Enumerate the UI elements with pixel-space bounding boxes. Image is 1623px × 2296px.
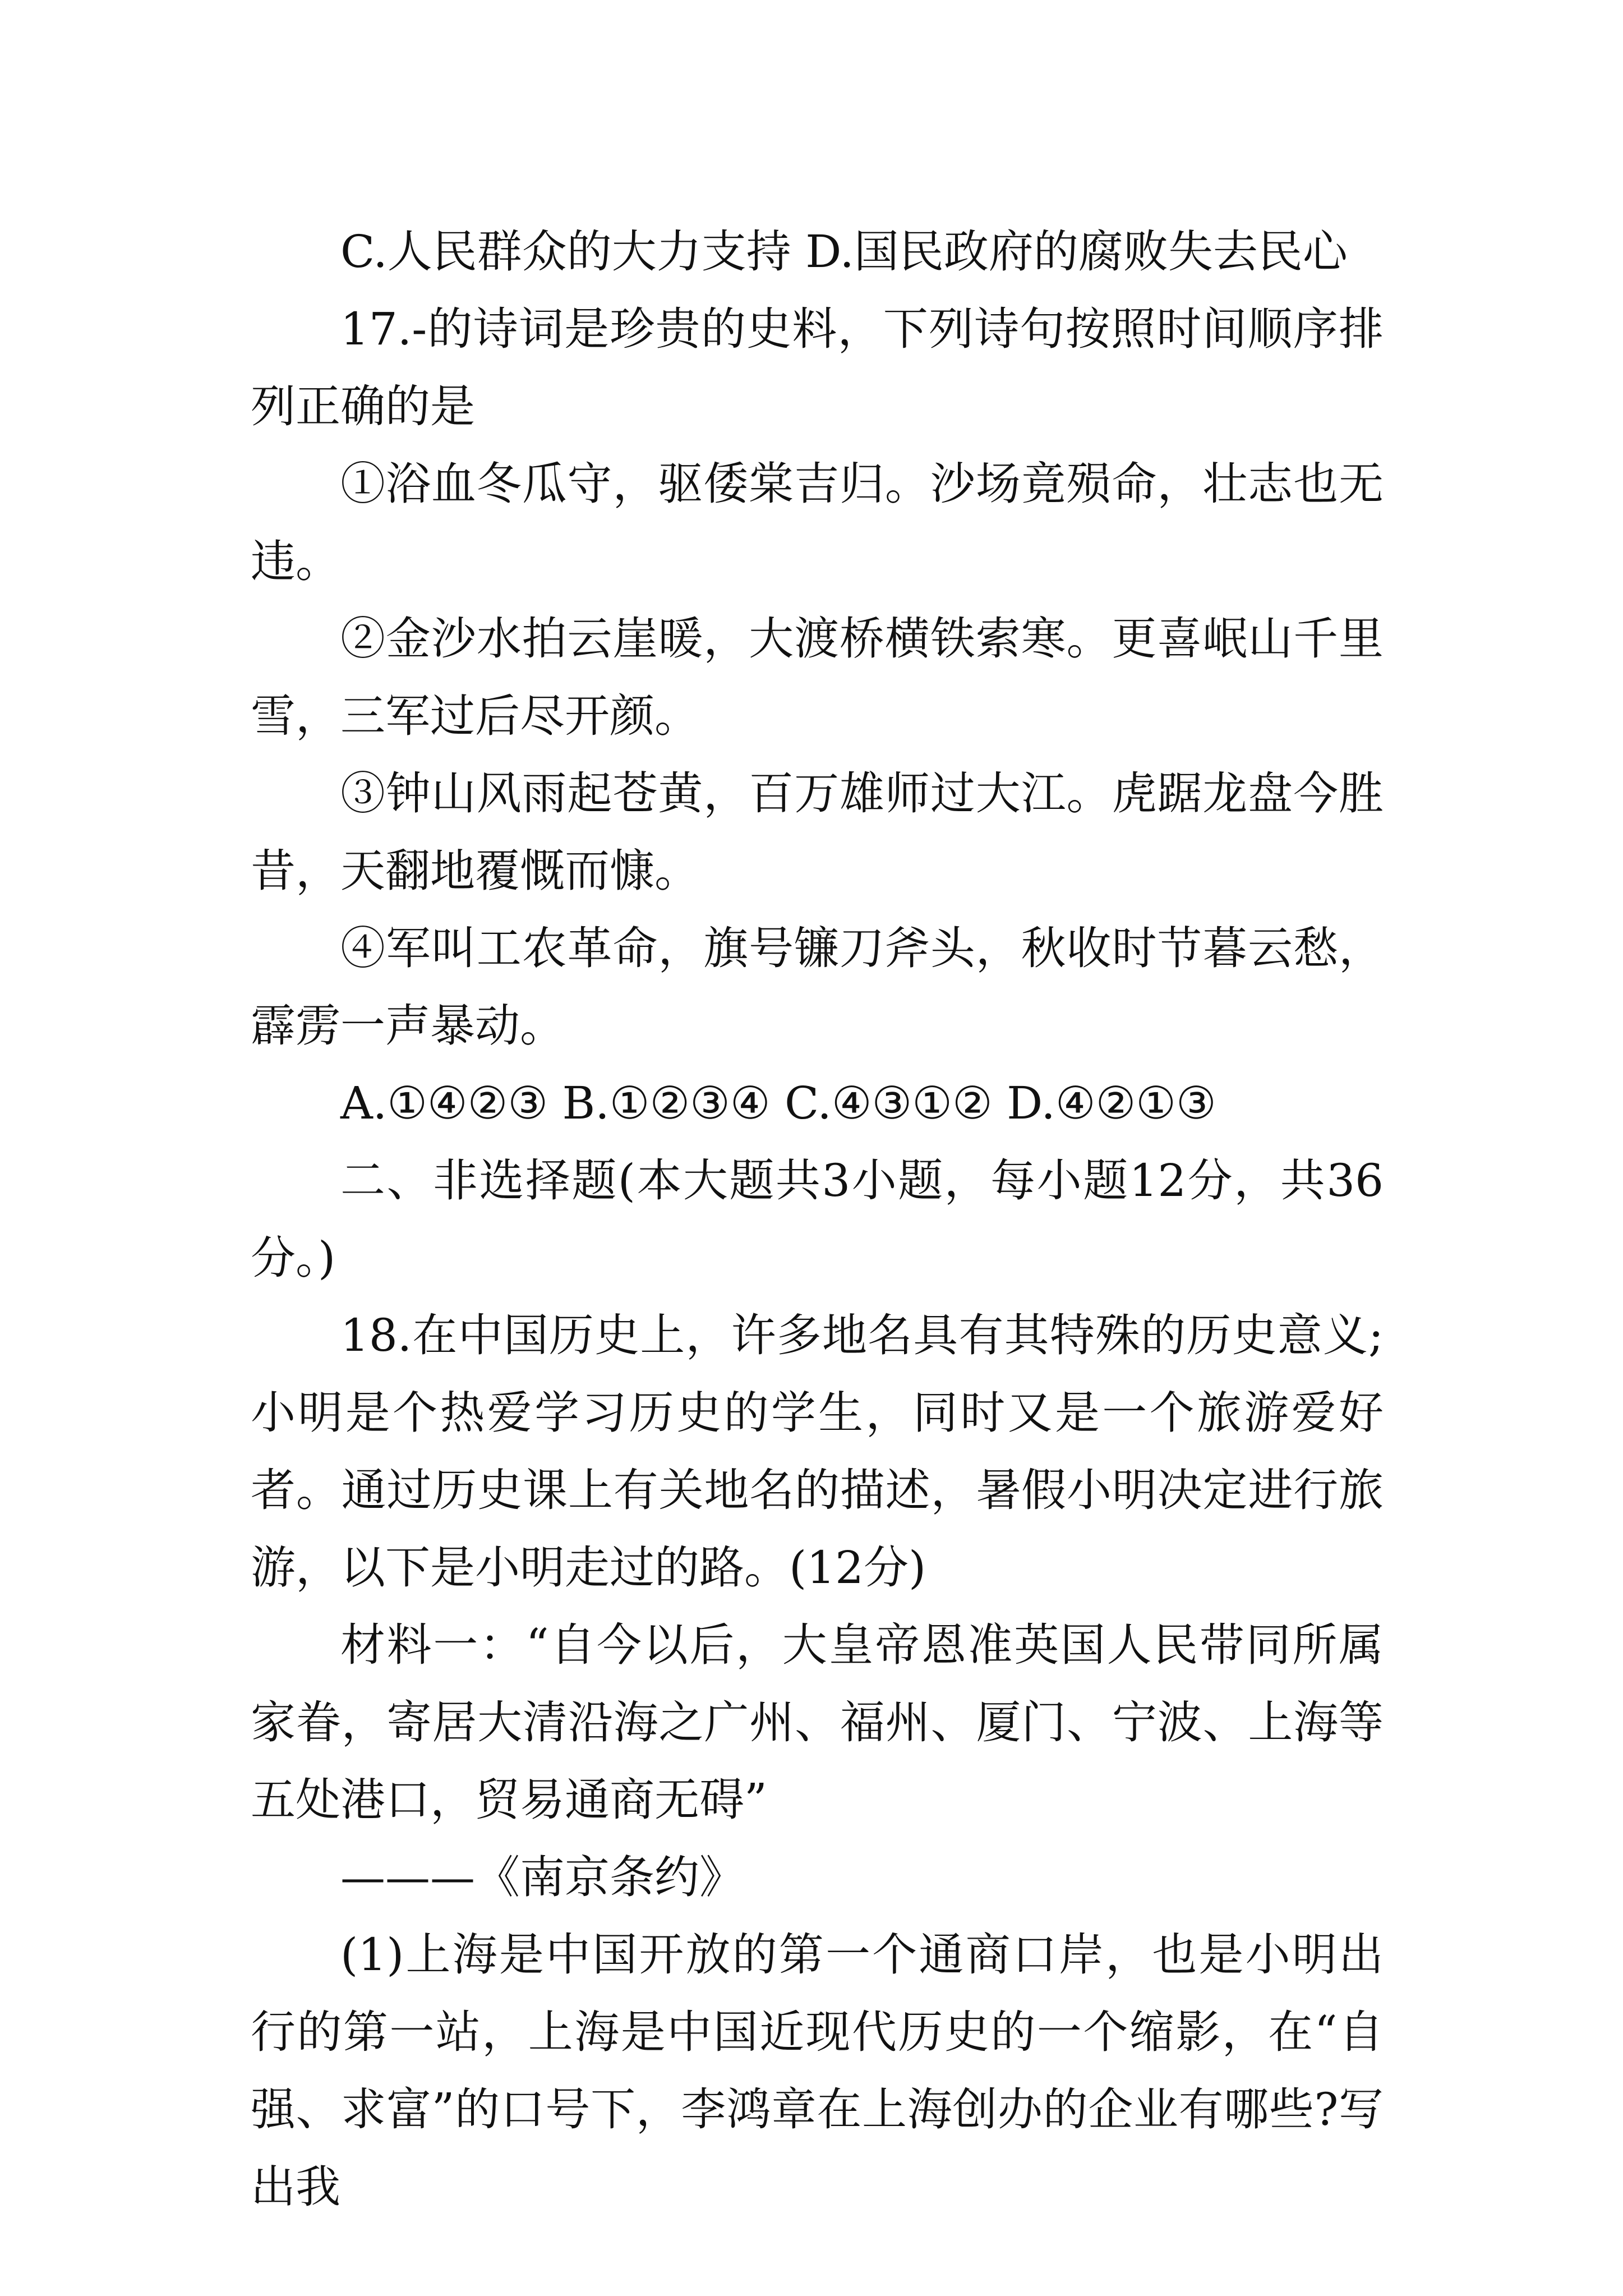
answer-options-17: A.①④②③ B.①②③④ C.④③①② D.④②①③	[340, 1077, 1216, 1129]
question-18-part-1: (1)上海是中国开放的第一个通商口岸，也是小明出行的第一站，上海是中国近现代历史的一个缩影，在“自强、求富”的口号下，李鸿章在上海创办的企业有哪些?写出我	[251, 1929, 1384, 2213]
section-heading-non-choice: 二、非选择题(本大题共3小题，每小题12分，共36分。)	[251, 1154, 1384, 1284]
material-1: 材料一：“自今以后，大皇帝恩准英国人民带同所属家眷，寄居大清沿海之广州、福州、厦门、宁波、上海等五处港口，贸易通商无碍”	[251, 1619, 1384, 1826]
document-body	[251, 213, 1384, 2226]
poem-1: ①浴血冬瓜守，驱倭棠吉归。沙场竟殒命，壮志也无违。	[251, 458, 1384, 587]
poem-2: ②金沙水拍云崖暖，大渡桥横铁索寒。更喜岷山千里雪，三军过后尽开颜。	[251, 613, 1384, 742]
material-1-source: ———《南京条约》	[340, 1851, 744, 1903]
poem-4: ④军叫工农革命，旗号镰刀斧头，秋收时节暮云愁，霹雳一声暴动。	[251, 922, 1384, 1052]
question-17: 17.-的诗词是珍贵的史料，下列诗句按照时间顺序排列正确的是	[251, 303, 1384, 432]
question-18: 18.在中国历史上，许多地名具有其特殊的历史意义;小明是个热爱学习历史的学生，同时又是一个旅游爱好者。通过历史课上有关地名的描述，暑假小明决定进行旅游，以下是小明走过的路。(12分)	[251, 1309, 1384, 1594]
answer-options-16-cd: C.人民群众的大力支持 D.国民政府的腐败失去民心	[340, 226, 1348, 278]
poem-3: ③钟山风雨起苍黄，百万雄师过大江。虎踞龙盘今胜昔，天翻地覆慨而慷。	[251, 767, 1384, 897]
